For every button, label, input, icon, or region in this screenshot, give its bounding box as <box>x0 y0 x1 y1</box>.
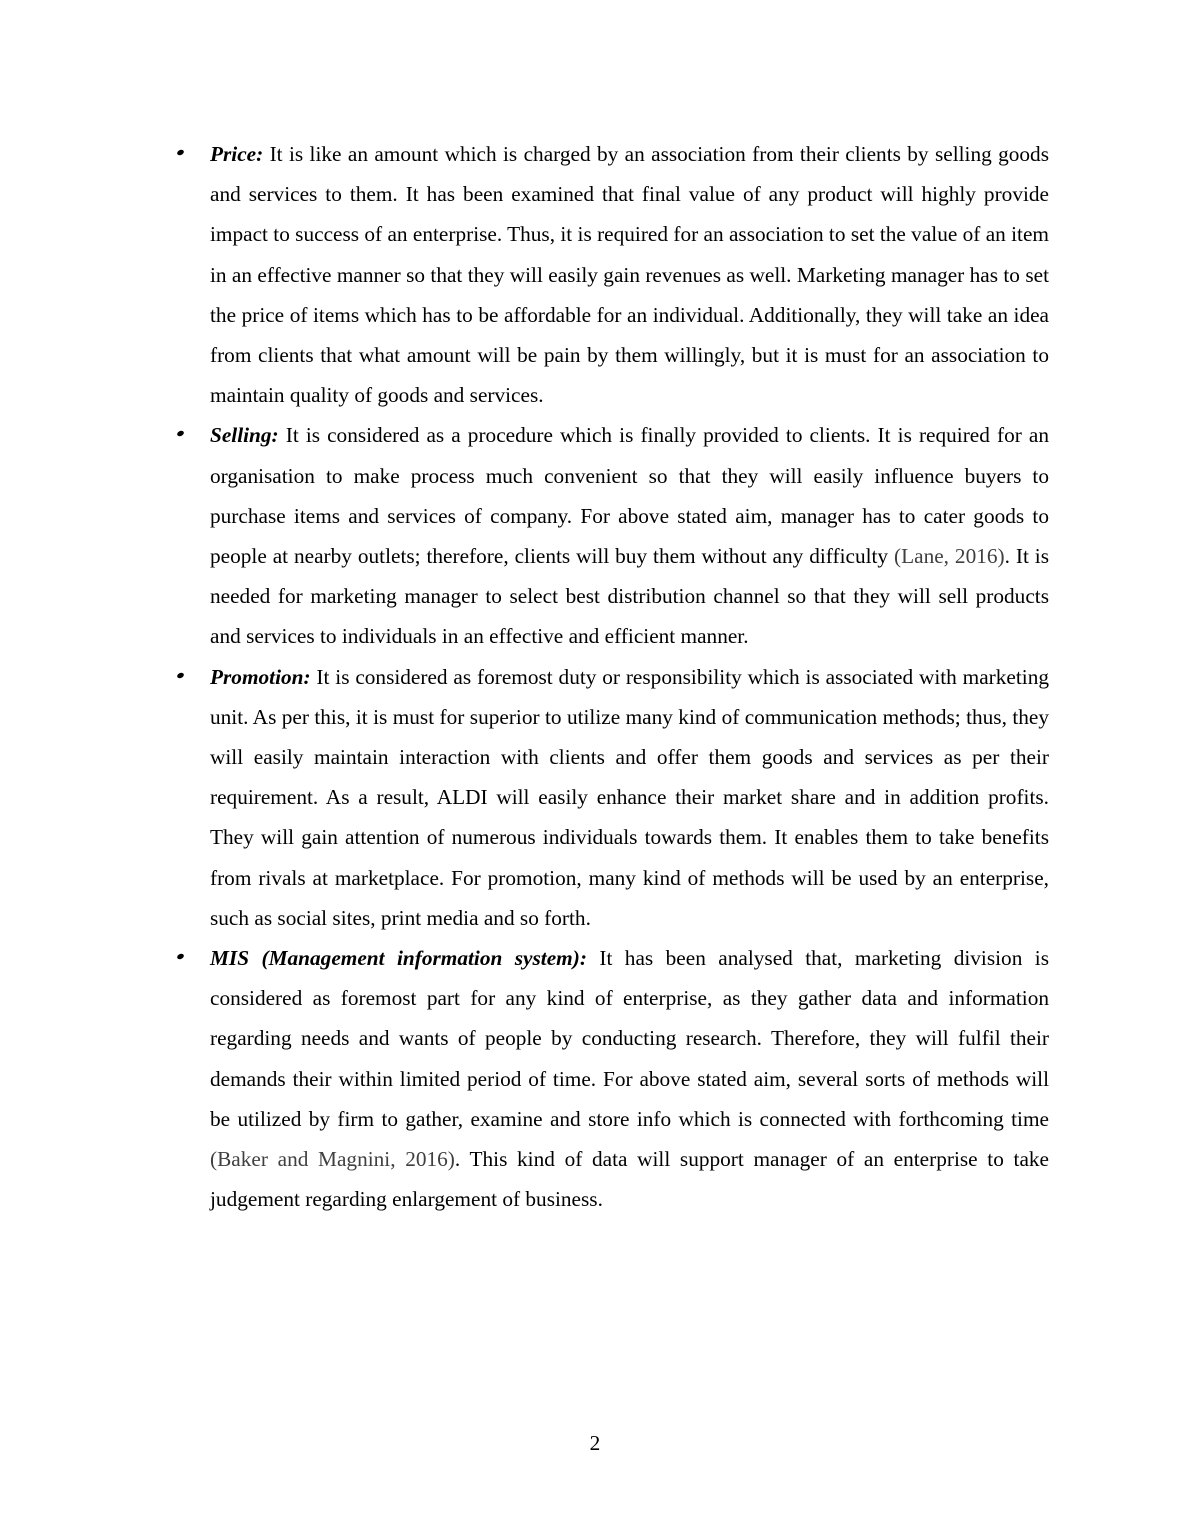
bullet-list <box>210 134 1049 1219</box>
paragraph-text: . It is needed for marketing manager to select best distribution channel so that they will sell products and services to individuals in an effective and efficient manner. <box>210 544 1049 649</box>
paragraph-text: It is like an amount which is charged by an association from their clients by selling goods and services to them. It has been examined that final value of any product will highly provide impact to success of an enterprise. Thus, it is required for an association to set the value of an item in an effective manner so that they will easily gain revenues as well. Marketing manager has to set the price of items which has to be affordable for an individual. Additionally, they will take an idea from clients that what amount will be pain by them willingly, but it is must for an association to maintain quality of goods and services. <box>210 142 1049 408</box>
paragraph-text: It is considered as a procedure which is finally provided to clients. It is required for an organisation to make process much convenient so that they will easily influence buyers to purchase items and services of company. For above stated aim, manager has to cater goods to people at nearby outlets; therefore, clients will buy them without any difficulty <box>210 423 1049 569</box>
bullet-icon <box>176 149 184 156</box>
citation: (Lane, 2016) <box>894 544 1005 569</box>
bullet-item-mis <box>210 938 1049 1219</box>
bullet-item-selling <box>210 415 1049 656</box>
bullet-icon <box>176 671 184 678</box>
bullet-item-promotion <box>210 657 1049 938</box>
bullet-icon <box>176 430 184 437</box>
citation: (Baker and Magnini, 2016) <box>210 1147 455 1172</box>
term-promotion: Promotion: <box>210 664 311 689</box>
bullet-item-price <box>210 134 1049 415</box>
term-price: Price: <box>210 142 264 166</box>
bullet-icon <box>176 953 184 960</box>
term-mis: MIS (Management information system): <box>210 946 587 971</box>
page-number: 2 <box>589 1431 601 1455</box>
paragraph-text: It is considered as foremost duty or responsibility which is associated with marketing unit. As per this, it is must for superior to utilize many kind of communication methods; thus, they will easily maintain interaction with clients and offer them goods and services as per their requirement. As a result, ALDI will easily enhance their market share and in addition profits. They will gain attention of numerous individuals towards them. It enables them to take benefits from rivals at marketplace. For promotion, many kind of methods will be used by an enterprise, such as social sites, print media and so forth. <box>210 664 1049 930</box>
paragraph-text: . This kind of data will support manager of an enterprise to take judgement regarding enlargement of business. <box>210 1147 1050 1212</box>
paragraph-text: It has been analysed that, marketing division is considered as foremost part for any kind of enterprise, as they gather data and information regarding needs and wants of people by conducting research. Therefore, they will fulfil their demands their within limited period of time. For above stated aim, several sorts of methods will be utilized by firm to gather, examine and store info which is connected with forthcoming time <box>210 946 1049 1131</box>
term-selling: Selling: <box>210 423 279 448</box>
